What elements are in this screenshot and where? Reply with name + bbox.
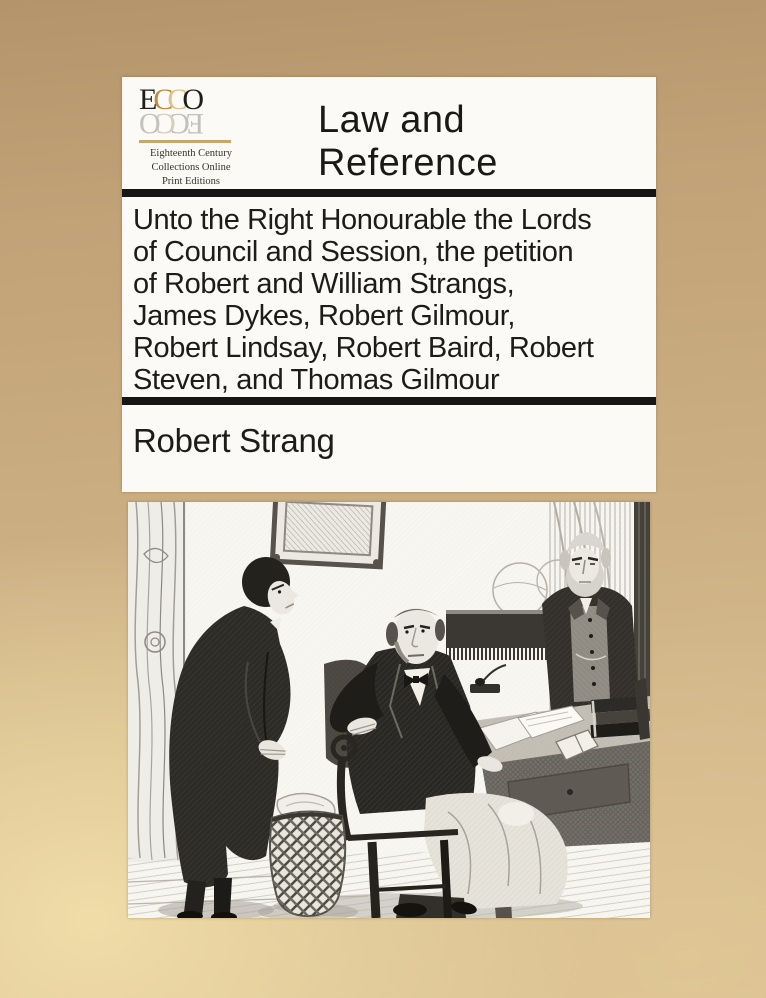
divider-top bbox=[122, 189, 656, 197]
author-name: Robert Strang bbox=[133, 422, 335, 459]
ecco-letter: E bbox=[139, 83, 158, 116]
leg bbox=[214, 878, 232, 916]
side-table bbox=[446, 610, 552, 660]
title-line: of Council and Session, the petition bbox=[133, 236, 574, 268]
category-heading-area bbox=[318, 77, 656, 189]
ecco-letter: C bbox=[167, 83, 188, 116]
tagline-line: Print Editions bbox=[161, 176, 221, 187]
divider-bottom bbox=[122, 397, 656, 405]
ecco-letter: O bbox=[182, 83, 205, 116]
ecco-reflection-letter: E bbox=[185, 107, 205, 140]
ecco-reflection-letter: O bbox=[139, 107, 161, 140]
category-heading: Law and Reference bbox=[318, 99, 498, 184]
title-section bbox=[122, 197, 656, 397]
ecco-logo bbox=[122, 77, 318, 189]
title-line: of Robert and William Strangs, bbox=[133, 268, 515, 300]
ecco-letter: C bbox=[153, 83, 174, 116]
title-line: Steven, and Thomas Gilmour bbox=[133, 364, 500, 396]
title-line: Unto the Right Honourable the Lords bbox=[133, 204, 592, 236]
picture-frame bbox=[272, 502, 384, 567]
ecco-reflection bbox=[139, 107, 205, 140]
ecco-reflection-letter: C bbox=[169, 107, 190, 140]
author-section bbox=[122, 405, 656, 492]
book-cover bbox=[122, 77, 656, 492]
logo-tagline bbox=[139, 147, 243, 189]
tagline-line: Eighteenth Century bbox=[150, 148, 232, 159]
cover-illustration bbox=[128, 502, 650, 918]
shoe bbox=[393, 903, 427, 917]
ecco-reflection-letter: C bbox=[155, 107, 176, 140]
logo-gold-rule bbox=[139, 140, 231, 143]
engraving-svg bbox=[128, 502, 650, 918]
title-line: Robert Lindsay, Robert Baird, Robert bbox=[133, 332, 594, 364]
tagline-line: Collections Online bbox=[151, 162, 231, 173]
title-line: James Dykes, Robert Gilmour, bbox=[133, 300, 516, 332]
wicker-basket bbox=[270, 793, 345, 916]
cover-header bbox=[122, 77, 656, 189]
